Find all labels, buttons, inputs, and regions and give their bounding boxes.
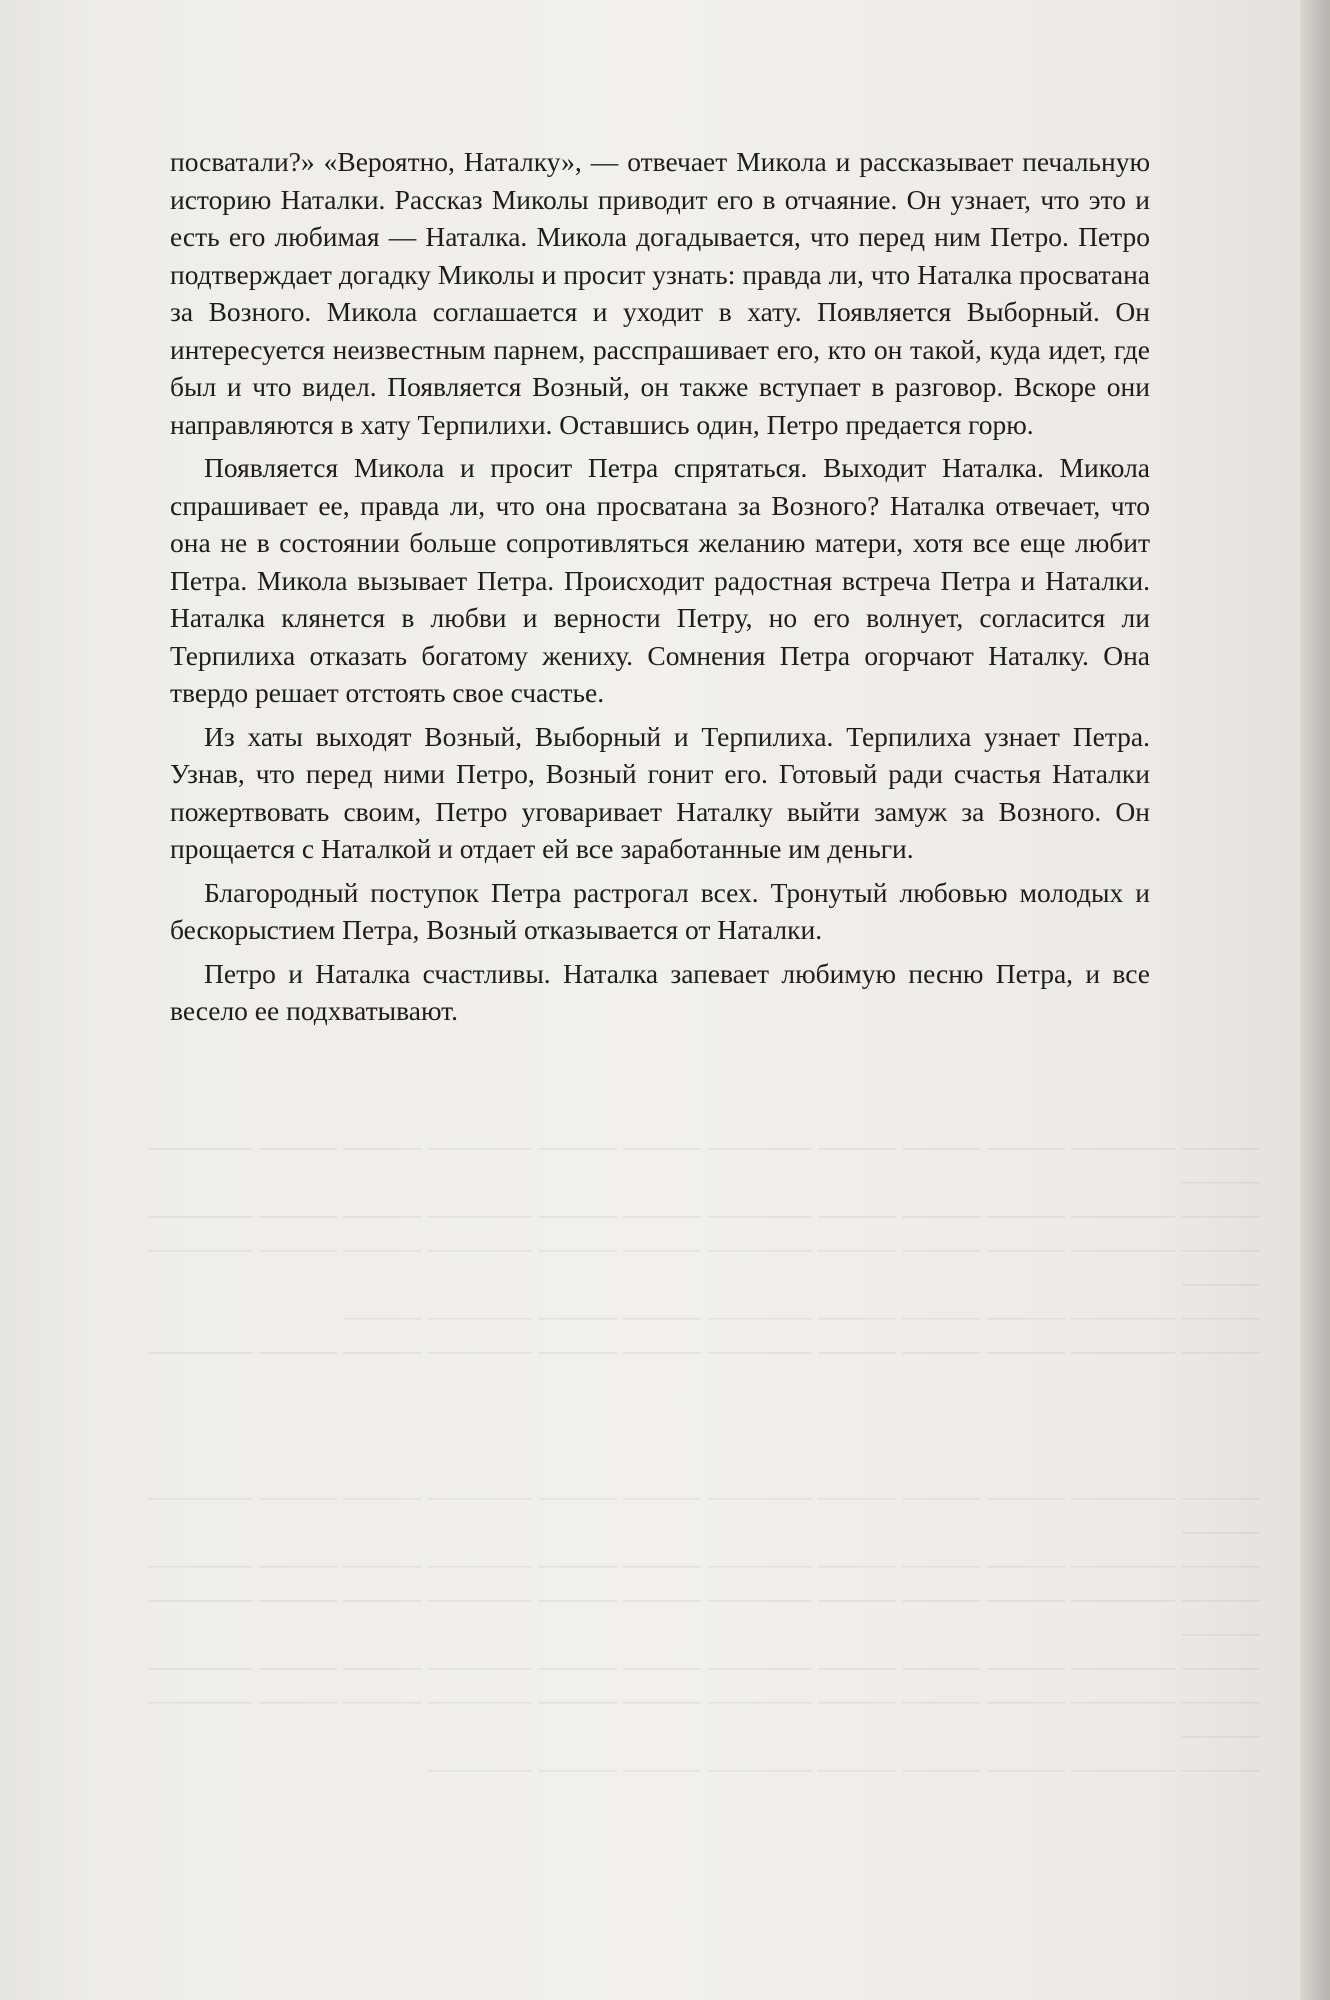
synopsis-text-block	[170, 143, 1150, 1036]
bleed-through-text-lower: ——— ———— ——— ——— ——— ———— ——— ——— ———— ——— ——— ———— ——— ——— ———— ——— ——— ——— ———— ——— ——— ———— ——— ——— ———— ——— ———— ——— ——— ——— ———— ——— ——— ———— ——— ——— ———— ——— ——— ———— ——— ——— ——— ———— ——— ——— ———— ——— ——— ———— ——— ———— ——— ——— ——— ———— ——— ——— ———— ——— ——— ———— ——— ——— ———— ——— ——— ——— ———— ——— ——— ————	[148, 1482, 1260, 1783]
paragraph-sacrifice: Из хаты выходят Возный, Выборный и Терпилиха. Терпилиха узнает Петра. Узнав, что перед ними Петро, Возный гонит его. Готовый ради счастья Наталки пожертвовать своим, Петро уговаривает Наталку выйти замуж за Возного. Он прощается с Наталкой и отдает ей все заработанные им деньги.	[170, 720, 1150, 864]
paragraph-happy-ending: Петро и Наталка счастливы. Наталка запевает любимую песню Петра, и все весело ее подхватывают.	[170, 957, 1150, 1026]
next-page-edge	[1300, 0, 1330, 2000]
paragraph-vozny-refuses: Благородный поступок Петра растрогал всех. Тронутый любовью молодых и бескорыстием Петра, Возный отказывается от Наталки.	[170, 876, 1150, 945]
paragraph-meeting: Появляется Микола и просит Петра спрятаться. Выходит Наталка. Микола спрашивает ее, правда ли, что она просватана за Возного? Наталка отвечает, что она не в состоянии больше сопротивляться желанию матери, хотя все еще любит Петра. Микола вызывает Петра. Происходит радостная встреча Петра и Наталки. Наталка клянется в любви и верности Петру, но его волнует, согласится ли Терпилиха отказать богатому жениху. Сомнения Петра огорчают Наталку. Она твердо решает отстоять свое счастье.	[170, 452, 1150, 708]
bleed-through-text: ——— ———— ——— ——— ——— ———— ——— ——— ———— ——— ——— ———— ——— ——— ———— ——— ——— ——— ———— ——— ——— ———— ——— ——— ———— ——— ———— ——— ——— ——— ———— ——— ——— ———— ——— ——— ———— ——— ——— ———— ——— ——— ——— ———— ——— ——— ———— ——— ——— ———— ——— ——— ——— ———— ——— ——— ———— ——— ——— ————	[148, 1132, 1260, 1365]
paragraph-petro-learns: посватали?» «Вероятно, Наталку», — отвечает Микола и рассказывает печальную историю Наталки. Рассказ Миколы приводит его в отчаяние. Он узнает, что это и есть его любимая — Наталка. Микола догадывается, что перед ним Петро. Петро подтверждает догадку Миколы и просит узнать: правда ли, что Наталка просватана за Возного. Микола соглашается и уходит в хату. Появляется Выборный. Он интересуется неизвестным парнем, расспрашивает его, кто он такой, куда идет, где был и что видел. Появляется Возный, он также вступает в разговор. Вскоре они направляются в хату Терпилихи. Оставшись один, Петро предается горю.	[170, 146, 1150, 440]
